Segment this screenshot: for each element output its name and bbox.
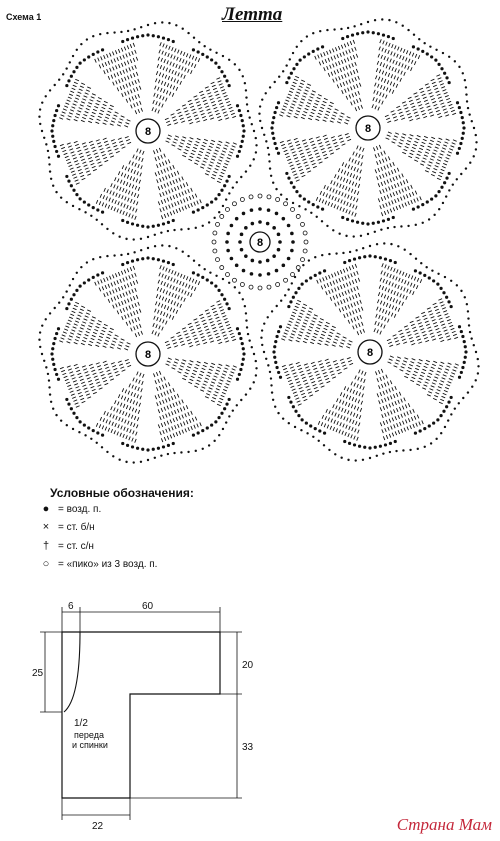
legend-text: = ст. б/н (58, 521, 95, 533)
pattern-label-fraction: 1/2 (74, 718, 88, 729)
small-motif (212, 194, 308, 290)
dim-right-top: 20 (242, 660, 254, 671)
legend-title: Условные обозначения: (50, 486, 194, 500)
legend-text: = «пико» из 3 возд. п. (58, 558, 158, 570)
motif-label: 8 (144, 349, 152, 361)
legend-text: = возд. п. (58, 503, 102, 515)
motif-label: 8 (256, 237, 264, 249)
picot-icon: ○ (42, 558, 50, 570)
motif-label: 8 (366, 347, 374, 359)
dim-bottom-width: 22 (92, 821, 104, 832)
double-crochet-icon: † (42, 540, 50, 552)
garment-pattern (40, 607, 242, 820)
pattern-label-front: переда (74, 730, 104, 740)
dim-right-bottom: 33 (242, 742, 254, 753)
watermark: Страна Мам (396, 815, 492, 834)
large-motif (260, 242, 479, 461)
large-motif (38, 244, 257, 463)
legend-text: = ст. с/н (58, 540, 94, 552)
dim-top-width: 60 (142, 601, 154, 612)
motif-label: 8 (364, 123, 372, 135)
legend-item-sc (40, 521, 95, 533)
chain-stitch-icon: ● (42, 503, 50, 515)
pattern-label-back: и спинки (72, 740, 108, 750)
legend-item-chain (40, 503, 101, 515)
large-motif (258, 18, 477, 237)
large-motif (38, 21, 257, 240)
legend-item-picot (40, 558, 157, 570)
motif-label: 8 (144, 126, 152, 138)
single-crochet-icon: × (42, 521, 50, 533)
page-title: Летта (222, 4, 283, 25)
dim-left-height: 25 (32, 668, 44, 679)
legend-item-dc (40, 540, 94, 552)
scheme-label: Схема 1 (6, 12, 42, 22)
neckline-curve (64, 632, 80, 712)
dim-top-small: 6 (68, 601, 74, 612)
pattern-outline (62, 632, 220, 798)
